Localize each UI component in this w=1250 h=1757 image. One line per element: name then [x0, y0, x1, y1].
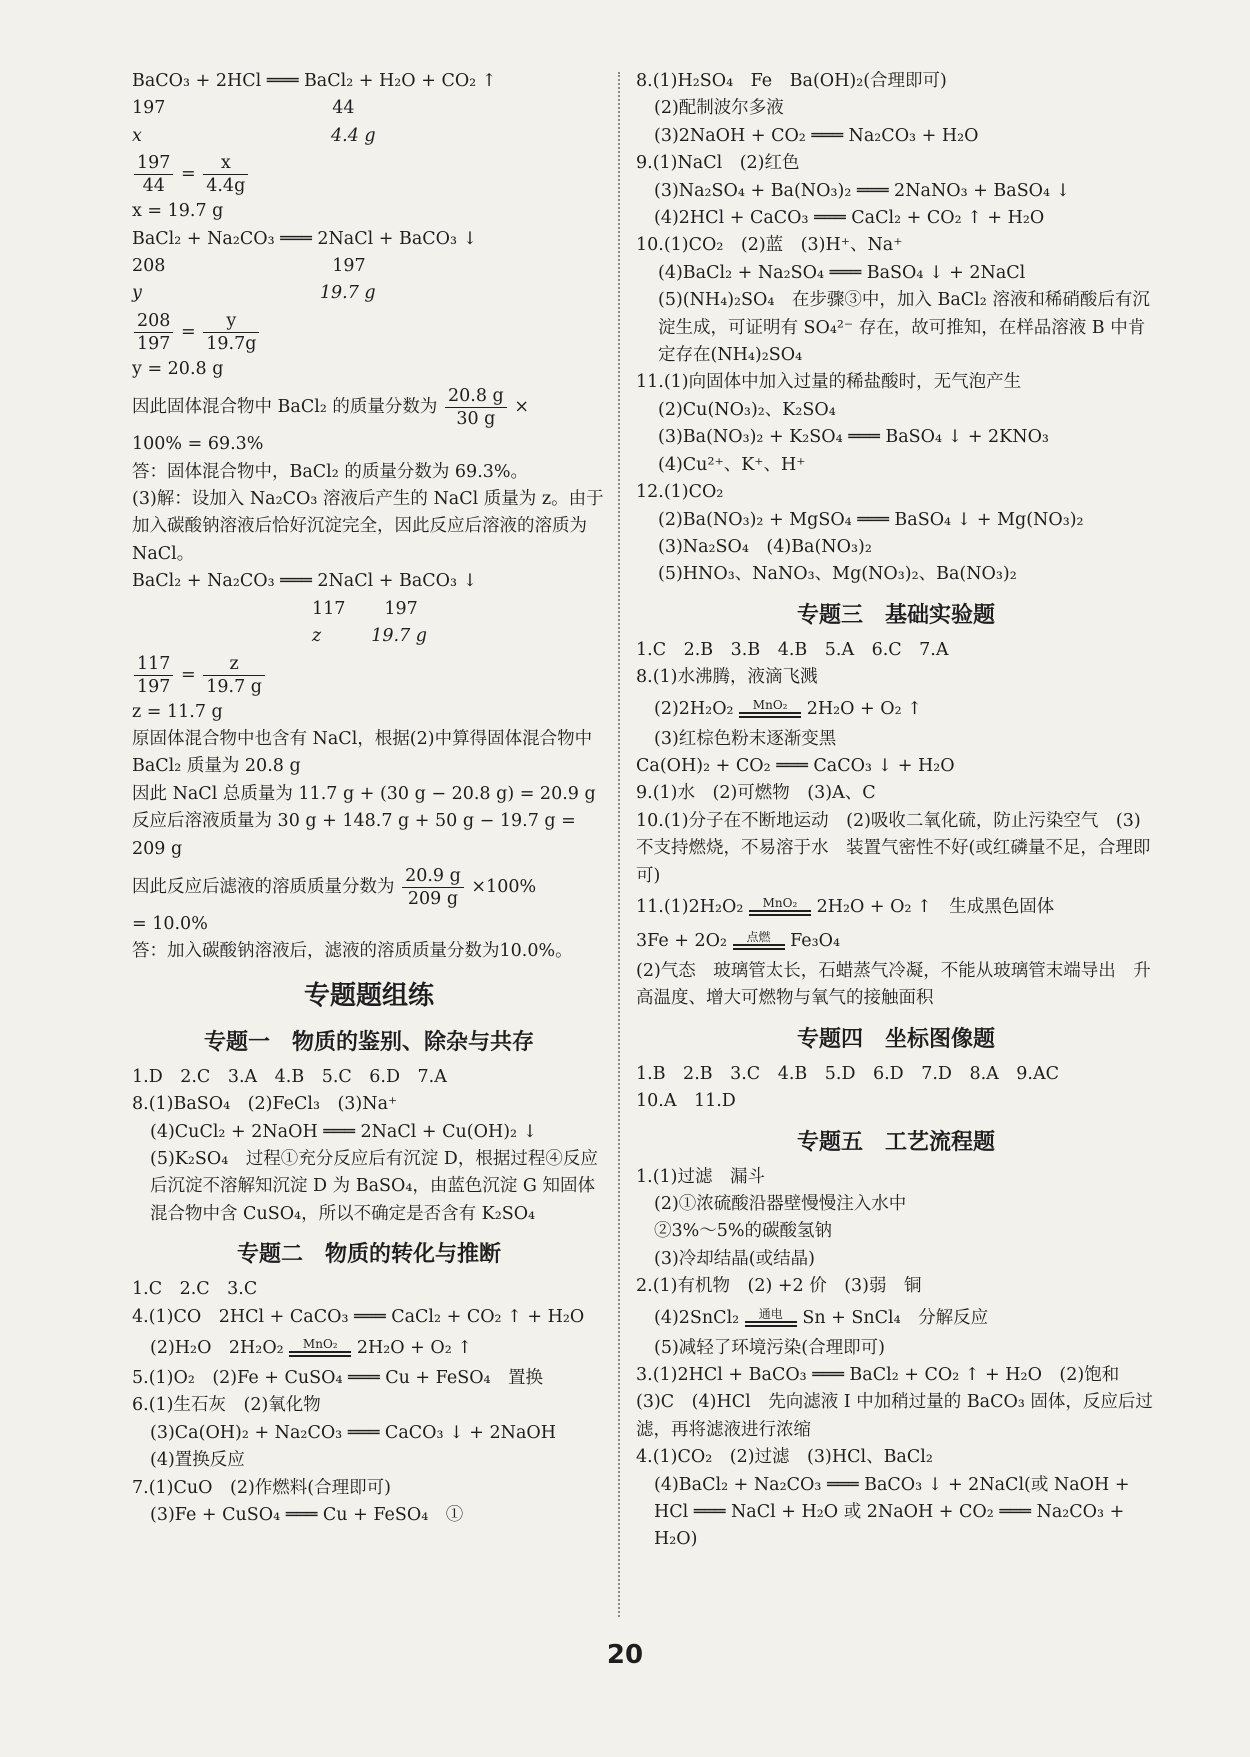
original-mixture-text: 原固体混合物中也含有 NaCl，根据(2)中算得固体混合物中 BaCl₂ 质量为 20.8 g: [132, 728, 593, 777]
proportion-2: $\frac{208}{197}$ = $\frac{y}{19.7g}$: [132, 308, 606, 356]
percent-line: 100% = 69.3%: [132, 434, 264, 455]
r12-line: 12.(1)CO₂: [636, 482, 724, 503]
right-column: [636, 68, 1156, 1554]
unknown-line-3: z 19.7 g: [312, 626, 428, 647]
s1-line: 1.D 2.C 3.A 4.B 5.C 6.D 7.A: [132, 1066, 447, 1087]
solution-mass-text: 反应后溶液质量为 30 g + 148.7 g + 50 g − 19.7 g = 209 g: [132, 811, 576, 859]
s3-line: (2)气态 玻璃管太长，石蜡蒸气冷凝，不能从玻璃管末端导出 升高温度、增大可燃物与氧气的接触面积: [636, 960, 1151, 1009]
s2-line: (3)Ca(OH)₂ + Na₂CO₃ ═══ CaCO₃ ↓ + 2NaOH: [150, 1422, 557, 1443]
s2-line: (4)置换反应: [150, 1450, 245, 1471]
r11-line: (3)Ba(NO₃)₂ + K₂SO₄ ═══ BaSO₄ ↓ + 2KNO₃: [658, 427, 1049, 448]
section-1-heading: 专题一 物质的鉴别、除杂与共存: [203, 1028, 534, 1055]
section-3-heading: 专题三 基础实验题: [796, 601, 995, 628]
r11-line: (2)Cu(NO₃)₂、K₂SO₄: [658, 399, 836, 420]
r9-line: (4)2HCl + CaCO₃ ═══ CaCl₂ + CO₂ ↑ + H₂O: [654, 208, 1045, 229]
filtrate-fraction-line: 因此反应后滤液的溶质质量分数为 $\frac{20.9 g}{209 g}$ ×100%: [132, 865, 537, 909]
r8-line: (2)配制波尔多液: [654, 98, 784, 119]
proportion-1: $\frac{197}{44}$ = $\frac{x}{4.4g}$: [132, 150, 606, 198]
section-2-heading: 专题二 物质的转化与推断: [236, 1241, 501, 1268]
equation-bacl2-na2co3: BaCl₂ + Na₂CO₃ ═══ 2NaCl + BaCO₃ ↓: [132, 228, 478, 249]
page-number: 20: [606, 1640, 644, 1670]
s3-line: 9.(1)水 (2)可燃物 (3)A、C: [636, 783, 876, 804]
s4-line: 10.A 11.D: [636, 1091, 736, 1112]
ten-percent-line: = 10.0%: [132, 913, 208, 934]
s3-line: 10.(1)分子在不断地运动 (2)吸收二氧化硫，防止污染空气 (3)不支持燃烧，不易溶于水 装置气密性不好(或红磷量不足，合理即可): [636, 810, 1151, 886]
equation-3: BaCl₂ + Na₂CO₃ ═══ 2NaCl + BaCO₃ ↓: [132, 571, 478, 592]
molar-mass-line-2: 208 197: [132, 256, 366, 277]
r12-line: (5)HNO₃、NaNO₃、Mg(NO₃)₂、Ba(NO₃)₂: [658, 564, 1017, 585]
r9-line: (3)Na₂SO₄ + Ba(NO₃)₂ ═══ 2NaNO₃ + BaSO₄ ↓: [654, 180, 1071, 201]
s2-line: 5.(1)O₂ (2)Fe + CuSO₄ ═══ Cu + FeSO₄ 置换: [132, 1368, 544, 1388]
unknown-line-2: y 19.7 g: [132, 283, 376, 304]
main-heading: 专题题组练: [303, 980, 434, 1011]
left-column: [132, 68, 606, 1529]
s3-line-catalyst: (2)2H₂O₂ MnO₂ 2H₂O + O₂ ↑: [654, 697, 922, 719]
s5-line: (3)冷却结晶(或结晶): [654, 1248, 815, 1269]
s5-line: 3.(1)2HCl + BaCO₃ ═══ BaCl₂ + CO₂ ↑ + H₂O (2)饱和 (3)C (4)HCl 先向滤液 I 中加稍过量的 BaCO₃ 固体，反应后过滤，再将滤液进行浓缩: [636, 1365, 1153, 1440]
proportion-3: $\frac{117}{197}$ = $\frac{z}{19.7 g}$: [132, 651, 606, 699]
section-4-heading: 专题四 坐标图像题: [796, 1025, 995, 1052]
r9-line: 9.(1)NaCl (2)红色: [636, 153, 800, 174]
s1-line: 8.(1)BaSO₄ (2)FeCl₃ (3)Na⁺: [132, 1094, 398, 1115]
s2-line: 1.C 2.C 3.C: [132, 1279, 258, 1300]
x-value: x = 19.7 g: [132, 201, 224, 222]
s3-line: (3)红棕色粉末逐渐变黑: [654, 728, 837, 749]
r12-line: (3)Na₂SO₄ (4)Ba(NO₃)₂: [658, 536, 872, 557]
r8-line: (3)2NaOH + CO₂ ═══ Na₂CO₃ + H₂O: [654, 125, 979, 146]
s3-line-ignite: 3Fe + 2O₂ 点燃 Fe₃O₄: [636, 929, 841, 951]
r11-line: (4)Cu²⁺、K⁺、H⁺: [658, 454, 806, 475]
r10-line: (5)(NH₄)₂SO₄ 在步骤③中，加入 BaCl₂ 溶液和稀硝酸后有沉淀生成，可证明有 SO₄²⁻ 存在，故可推知，在样品溶液 B 中肯定存在(NH₄)₂SO₄: [658, 290, 1150, 366]
s2-line: 7.(1)CuO (2)作燃料(合理即可): [132, 1477, 391, 1498]
s1-line: (5)K₂SO₄ 过程①充分反应后有沉淀 D，根据过程④反应后沉淀不溶解知沉淀 D 为 BaSO₄，由蓝色沉淀 G 知固体混合物中含 CuSO₄，所以不确定是否含有 K₂SO₄: [150, 1148, 598, 1224]
equation-baco3-hcl: BaCO₃ + 2HCl ═══ BaCl₂ + H₂O + CO₂ ↑: [132, 71, 497, 91]
section-5-heading: 专题五 工艺流程题: [796, 1128, 995, 1155]
s5-line: 2.(1)有机物 (2) +2 价 (3)弱 铜: [636, 1276, 922, 1297]
mass-fraction-line: 因此固体混合物中 BaCl₂ 的质量分数为 $\frac{20.8 g}{30 g}$ ×: [132, 386, 529, 430]
r11-line: 11.(1)向固体中加入过量的稀盐酸时，无气泡产生: [636, 372, 1022, 393]
s3-line: 8.(1)水沸腾，液滴飞溅: [636, 667, 818, 688]
y-value: y = 20.8 g: [132, 358, 224, 379]
s3-line: Ca(OH)₂ + CO₂ ═══ CaCO₃ ↓ + H₂O: [636, 755, 955, 776]
s5-line: (4)BaCl₂ + Na₂CO₃ ═══ BaCO₃ ↓ + 2NaCl(或 NaOH + HCl ═══ NaCl + H₂O 或 2NaOH + CO₂ ═══ Na₂CO₃ + H₂O): [654, 1474, 1130, 1550]
s2-line: 6.(1)生石灰 (2)氧化物: [132, 1395, 321, 1416]
z-value: z = 11.7 g: [132, 701, 223, 722]
s5-line-electrolysis: (4)2SnCl₂ 通电 Sn + SnCl₄ 分解反应: [654, 1306, 989, 1328]
s5-line: 1.(1)过滤 漏斗: [636, 1166, 765, 1187]
s5-line: 4.(1)CO₂ (2)过滤 (3)HCl、BaCl₂: [636, 1447, 933, 1468]
r8-line: 8.(1)H₂SO₄ Fe Ba(OH)₂(合理即可): [636, 71, 947, 91]
part-3-intro: (3)解：设加入 Na₂CO₃ 溶液后产生的 NaCl 质量为 z。由于加入碳酸钠溶液后恰好沉淀完全，因此反应后溶液的溶质为 NaCl。: [132, 489, 604, 564]
s2-line-catalyst: (2)H₂O 2H₂O₂ MnO₂ 2H₂O + O₂ ↑: [150, 1337, 472, 1358]
s5-line: (2)①浓硫酸沿器壁慢慢注入水中: [654, 1194, 907, 1214]
r10-line: (4)BaCl₂ + Na₂SO₄ ═══ BaSO₄ ↓ + 2NaCl: [658, 262, 1026, 283]
s3-line: 1.C 2.B 3.B 4.B 5.A 6.C 7.A: [636, 639, 949, 660]
s2-line: 4.(1)CO 2HCl + CaCO₃ ═══ CaCl₂ + CO₂ ↑ + H₂O: [132, 1306, 585, 1327]
s3-line-catalyst-2: 11.(1)2H₂O₂ MnO₂ 2H₂O + O₂ ↑ 生成黑色固体: [636, 895, 1055, 917]
r12-line: (2)Ba(NO₃)₂ + MgSO₄ ═══ BaSO₄ ↓ + Mg(NO₃)₂: [658, 509, 1084, 530]
molar-mass-line: 197 44: [132, 98, 355, 119]
s5-line: ②3%～5%的碳酸氢钠: [654, 1221, 833, 1242]
s4-line: 1.B 2.B 3.C 4.B 5.D 6.D 7.D 8.A 9.AC: [636, 1063, 1059, 1084]
r10-line: 10.(1)CO₂ (2)蓝 (3)H⁺、Na⁺: [636, 235, 903, 256]
s1-line: (4)CuCl₂ + 2NaOH ═══ 2NaCl + Cu(OH)₂ ↓: [150, 1121, 538, 1142]
s2-line: (3)Fe + CuSO₄ ═══ Cu + FeSO₄ ①: [150, 1505, 464, 1526]
molar-mass-line-3: 117 197: [312, 598, 418, 619]
total-nacl-text: 因此 NaCl 总质量为 11.7 g + (30 g − 20.8 g) = 20.9 g: [132, 783, 596, 804]
answer-2: 答：加入碳酸钠溶液后，滤液的溶质质量分数为10.0%。: [132, 941, 573, 962]
answer-1: 答：固体混合物中，BaCl₂ 的质量分数为 69.3%。: [132, 461, 529, 482]
s5-line: (5)减轻了环境污染(合理即可): [654, 1337, 885, 1358]
unknown-line: x 4.4 g: [132, 125, 376, 146]
column-divider: [618, 72, 620, 1617]
